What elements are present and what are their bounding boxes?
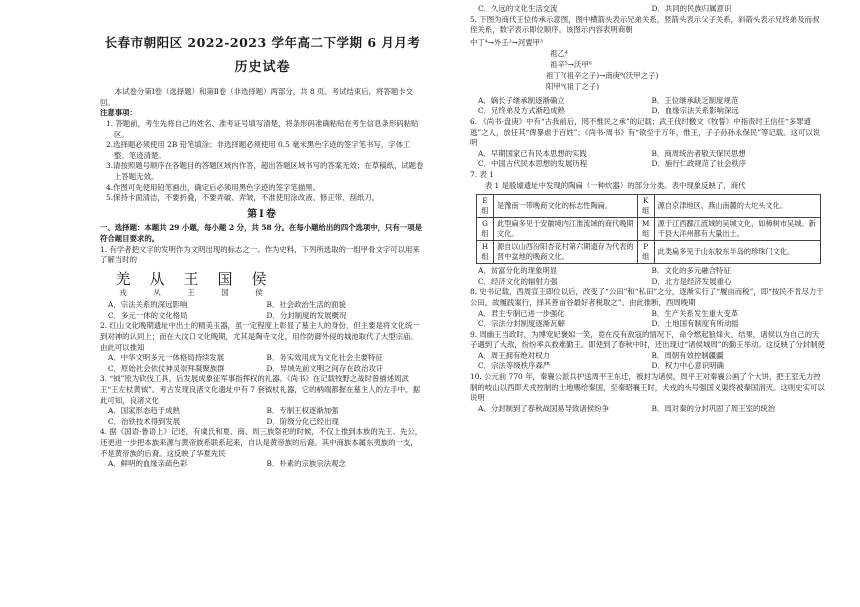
oracle-glyph: 侯 (251, 269, 267, 288)
oracle-glyph: 王 (183, 269, 199, 288)
q4-options-continued (470, 4, 825, 15)
tree-node: 祖乙⁴ (550, 48, 568, 58)
table-cell: 此类扁多见于山东胶东半岛的珍珠门文化。 (654, 241, 820, 264)
glyph-label: 王 (187, 287, 195, 297)
right-column (470, 4, 825, 414)
intro-text: 本试卷分第Ⅰ卷（选择题）和第Ⅱ卷（非选择题）两部分，共 8 页。考试结束后，将答题卡交回。 (100, 87, 413, 107)
note-item: 1. 答题前，考生先将自己的姓名、准考证号填写清楚，将条形码准确粘贴在考生信息条形码粘贴区。 (106, 118, 419, 139)
option-b: B．周朝有效控制疆疆 (651, 350, 724, 360)
left-column (100, 0, 425, 470)
table-cell: 源于江西鄱江流域的吴城文化，如樟树市吴城、新干县大洋州都有大量出土。 (654, 218, 820, 241)
option-c: C．多元一体的文化格局 (108, 310, 188, 320)
question-stem: 4. 据《国语·鲁语上》记述，有虞氏和夏、商、周三族祭祀的时候，不仅上推到本族的先王、先公，还更进一步把本族来源与黄帝族系联系起来，自认是黄帝族的后裔。其中商族本属东夷族的一支，不是黄帝族的后裔。这反映了华夏先民 (100, 427, 423, 458)
options (100, 300, 425, 321)
question-stem: 5. 下图为商代王位传承示意图，图中横箭头表示兄弟关系，竖箭头表示父子关系，斜箭头表示兄终弟及而叔侄关系，数字表示即位顺序。该图示内容表明商朝 (470, 14, 820, 35)
question-5 (470, 15, 825, 117)
glyph-label: 戎 (119, 287, 127, 297)
table-cell: 源自京津地区、燕山南麓的大坨头文化。 (654, 195, 820, 218)
oracle-glyph: 羌 (115, 269, 131, 288)
question-stem: 10. 公元前 770 年，秦襄公派兵护送周平王东迁，被封为诸侯，周平王对秦襄公画了个大饼，把王室无力控制的岐山以西即犬戎控制的土地赐给秦国，至秦昭襄王时，犬戎的头号强国义渠终被秦国消灭。这则史实可以说明 (470, 372, 825, 403)
glyph-label: 从 (153, 287, 161, 297)
options (470, 149, 825, 170)
succession-diagram (470, 38, 825, 94)
option-d: D．权力中心意识明确 (651, 361, 724, 371)
option-a: A．君主专制已进一步强化 (478, 308, 565, 318)
tree-node: 祖丁⁷(祖辛之子)→南庚⁸(沃甲之子) (546, 70, 659, 80)
question-1 (100, 245, 425, 322)
option-c: C．中国古代民本思想的发展历程 (478, 159, 588, 169)
question-stem: 9. 周幽王当政时，为博宠妃褒姒一笑，竟在没有敌寇的情况下，命令燃起狼烽火。结果，诸侯以为自己的天子遇到了大敌，纷纷率兵救难勤王。即使到了春秋中时，还出现过“诸侯城周”的勤王举动。这反映了分封制使 (470, 329, 825, 350)
option-a: A．国家形态趋于成熟 (108, 406, 180, 416)
option-b: B．商周统治者敬天保民思想 (651, 148, 746, 158)
table-cell: K 组 (637, 195, 654, 218)
option-c: C．经济文化的辐射力强 (478, 276, 558, 286)
tree-node: 祖辛⁵→沃甲⁶ (550, 59, 592, 69)
note-item: 2.选择题必须使用 2B 铅笔填涂；非选择题必须使用 0.5 毫米黑色字迹的签字笔书写，字体工整、笔迹清楚。 (106, 140, 411, 160)
table-cell: M 组 (637, 218, 654, 241)
question-2 (100, 321, 425, 374)
option-b: B．王位继承缺乏制度规范 (651, 95, 739, 105)
option-c: C．宗法分封制度逐渐瓦解 (478, 319, 565, 329)
question-stem: 3. “钺”原为砍伐工具，后发展成象征军事指挥权的礼器。《尚书》在记载牧野之战时曾描述周武王“王左杖黄钺”。考古发现良渚文化遗址中有 7 套钺杖礼器，它的柄端都握在墓主人的左手中。据此可知，良渚文化 (100, 374, 420, 405)
section-title: 第Ⅰ卷 (247, 208, 278, 220)
options (470, 309, 825, 330)
option-a: A．宗法关系的深远影响 (108, 300, 188, 310)
question-8 (470, 287, 825, 329)
option-a: A．嫡长子继承制逐渐确立 (478, 95, 565, 105)
option-c: C．宗法等级秩序森严 (478, 361, 551, 371)
option-a: A．鲜明的血缘亲疏色彩 (108, 459, 188, 469)
option-b: B．专制王权逐渐加强 (266, 406, 339, 416)
question-stem: 2. 红山文化晚期遗址中出土的精美玉器，虽一定程度上彰显了墓主人的身份，但主要是将文化统一到对神的认同上；而在大汶口文化晚期，尤其是陶寺文化，用作防御外侵的城池取代了大型宗庙。由此可以推知 (100, 321, 420, 352)
oracle-glyph: 从 (149, 269, 165, 288)
table-row (477, 218, 821, 241)
section-instruction: 一、选择题：本题共 29 小题，每小题 2 分，共 58 分。在每小题给出的四个选项中，只有一项是符合题目要求的。 (100, 223, 422, 243)
table-cell: G 组 (477, 218, 494, 241)
exam-title: 长春市朝阳区 2022-2023 学年高二下学期 6 月月考 (104, 35, 421, 50)
table-cell: 是豫南一带晚商文化的标志性陶扁。 (494, 195, 638, 218)
option-d: D．血缘宗法关系影响深远 (651, 106, 739, 116)
note-item: 5.保持卡面清洁，不要折叠，不要弄破、弄皱，不准使用涂改液、修正带、刮纸刀。 (106, 193, 380, 203)
exam-subtitle: 历史试卷 (234, 59, 291, 75)
question-7 (470, 170, 825, 287)
glyph-label: 国 (221, 287, 229, 297)
question-stem: 8. 史书记载，西周宣王即位以后，改变了“公田”和“私田”之分，逐渐实行了“履亩而税”，即“按民不肯尽力于公田，故履践案行，择其善亩谷最好者税取之”。由此推断，西周晚期 (470, 287, 824, 307)
option-b: B．务实效用成为文化社会主要特征 (266, 353, 383, 363)
option-a: A．分封制到了春秋战国易导致诸侯纷争 (478, 403, 609, 413)
oracle-glyph: 国 (217, 269, 233, 288)
option-d: D．阶级分化已经出现 (266, 416, 339, 426)
table-cell: P 组 (637, 241, 654, 264)
options (100, 353, 425, 374)
question-stem: 7. 表 1 (470, 169, 494, 179)
option-c: C．久远的文化生活交流 (478, 4, 558, 13)
option-c: C．治铁技术得到发展 (108, 416, 181, 426)
pottery-table (476, 194, 821, 264)
oracle-glyphs (106, 270, 276, 288)
options (100, 406, 425, 427)
table-row (477, 241, 821, 264)
question-9 (470, 330, 825, 372)
question-stem: 6. 《尚书·盘庚》中有“古我前后，罔不惟民之承”的记载；武王伐纣檄文《牧誓》中指责纣王信任“多罪逋逃”之人，放任其“俾暴虐于百姓”；《尚书·周书》有“欲至于万年，惟王，子子孙孙永保民”等记载。这可以说明 (470, 116, 821, 148)
tree-node: 阳甲⁹(祖丁之子) (546, 81, 600, 91)
question-10 (470, 372, 825, 414)
option-d: D．北方是经济发展重心 (651, 276, 732, 286)
table-cell: H 组 (477, 241, 494, 264)
tree-node: 中丁⁴→外壬²→河亶甲³ (470, 37, 544, 47)
options (470, 96, 825, 117)
table-cell: 此型扁多见于安徽境内江淮流域的商代晚期文化。 (494, 218, 638, 241)
option-b: B．社会政治生活的面貌 (266, 300, 346, 310)
question-3 (100, 374, 425, 427)
option-d: D．异域先前文明之间存在政治攻讦 (266, 363, 384, 373)
table-row (477, 195, 821, 218)
question-4 (100, 427, 425, 469)
option-b: B．文化的多元融合特征 (651, 266, 731, 276)
option-d: D．共同的民族归属意识 (651, 4, 732, 13)
option-d: D．土地国有制度有所动摇 (651, 319, 739, 329)
note-item: 3.请按照题号顺序在各题目的答题区域内作答，超出答题区域书写的答案无效；在草稿纸、试题卷上答题无效。 (106, 161, 424, 181)
option-a: A．中华文明多元一体格局持续发展 (108, 353, 225, 363)
option-a: A．周王拥有绝对权力 (478, 350, 550, 360)
table-cell: 源自以山西汾阳杏花村第六期遗存为代表的晋中盆地的晚商文化。 (494, 241, 638, 264)
note-item: 4.作图可先使用铅笔画出，确定后必须用黑色字迹的签字笔描黑。 (106, 182, 320, 192)
options (470, 266, 825, 287)
option-d: D．施行仁政规范了社会秩序 (651, 159, 747, 169)
notes-title: 注意事项： (100, 108, 137, 118)
glyph-label: 侯 (255, 287, 263, 297)
table-cell: E 组 (477, 195, 494, 218)
question-6 (470, 117, 825, 170)
option-c: C．兄终弟及方式渐趋成熟 (478, 106, 565, 116)
option-b: B．生产关系发生重大变革 (651, 308, 739, 318)
question-subtext: 表 1 是殷墟遗址中发现的陶扁（一种炊器）的部分分类。表中现象反映了，商代 (484, 180, 746, 190)
option-b: B．周对秦的分封巩固了周王室的统治 (651, 403, 776, 413)
options (100, 459, 425, 470)
option-b: B．朴素的宗族宗法观念 (266, 459, 346, 469)
question-stem: 1. 有学者把文字的发明作为文明出现的标志之一。作为史料，下列所选取的一组甲骨文字可以用来了解当时的 (100, 244, 420, 265)
option-d: D．分封制度的发展概况 (266, 310, 347, 320)
option-a: A．早期国家已有民本思想的实践 (478, 148, 587, 158)
option-a: A．贫富分化的现象明显 (478, 266, 558, 276)
options (470, 351, 825, 372)
option-c: C．原始社会依仗神灵崇拜凝聚族群 (108, 363, 225, 373)
options (470, 404, 825, 415)
glyph-labels (106, 288, 276, 299)
